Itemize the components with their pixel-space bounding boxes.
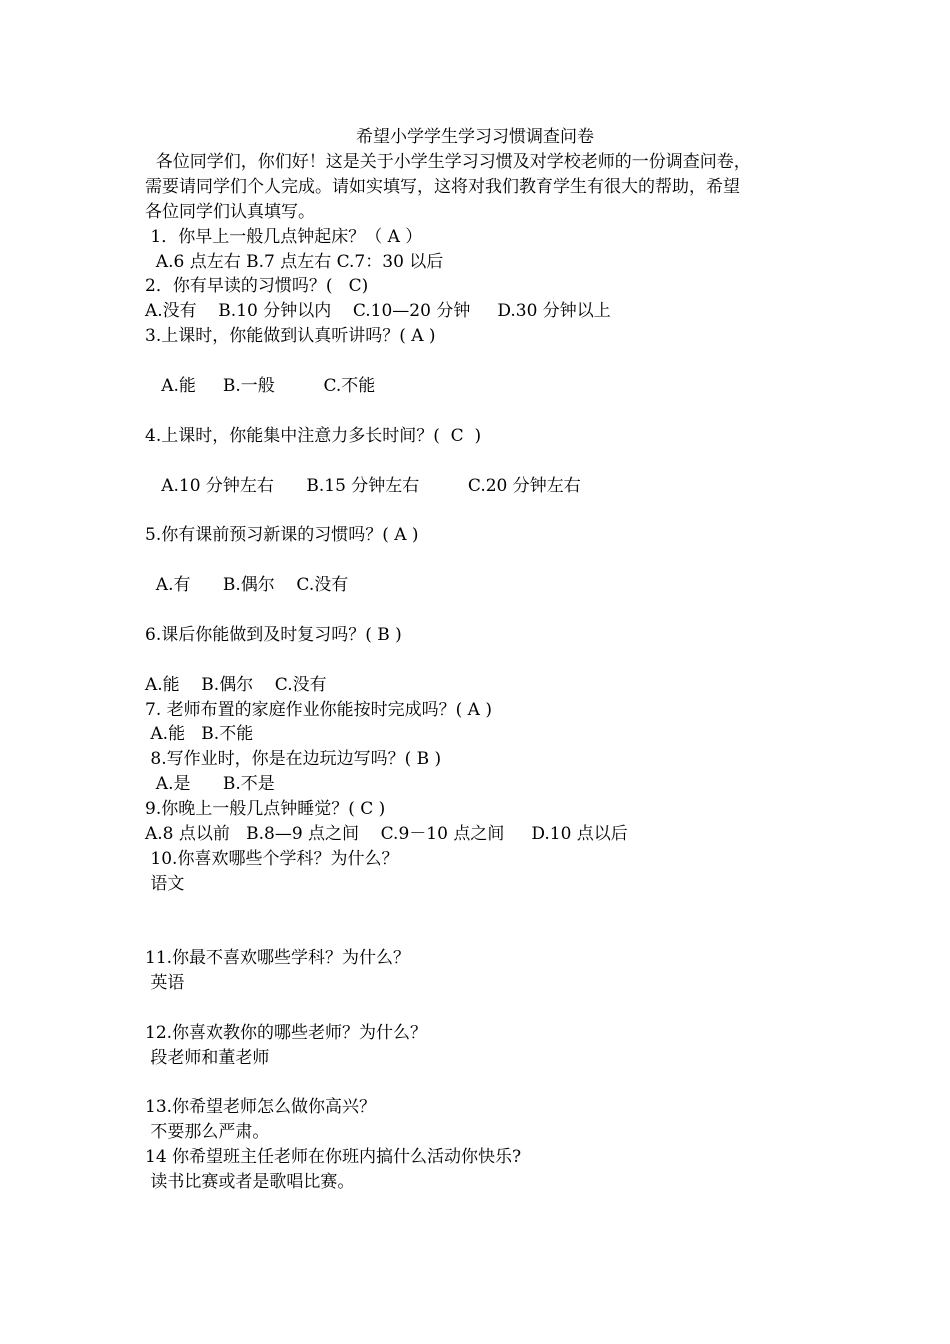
question-13: 13.你希望老师怎么做你高兴？ [145,1097,377,1117]
answer-11: 英语 [145,973,185,993]
question-8-options: A.是 B.不是 [145,774,275,794]
question-2: 2．你有早读的习惯吗？( C) [145,276,369,296]
question-9: 9.你晚上一般几点钟睡觉？( C ) [145,799,386,819]
answer-14: 读书比赛或者是歌唱比赛。 [145,1172,355,1192]
intro-line-1: 各位同学们，你们好！这是关于小学生学习习惯及对学校老师的一份调查问卷， [145,152,751,172]
question-1: 1．你早上一般几点钟起床？（ A ） [145,227,423,247]
question-9-options: A.8 点以前 B.8—9 点之间 C.9－10 点之间 D.10 点以后 [145,824,628,844]
answer-13: 不要那么严肃。 [145,1122,270,1142]
question-6: 6.课后你能做到及时复习吗？( B ) [145,625,402,645]
question-12: 12.你喜欢教你的哪些老师？为什么？ [145,1023,428,1043]
question-14: 14 你希望班主任老师在你班内搞什么活动你快乐? [145,1147,522,1167]
question-11: 11.你最不喜欢哪些学科？为什么？ [145,948,411,968]
question-10: 10.你喜欢哪些个学科？为什么？ [145,849,399,869]
question-8: 8.写作业时，你是在边玩边写吗？( B ) [145,749,442,769]
intro-line-3: 各位同学们认真填写。 [145,202,315,222]
question-2-options: A.没有 B.10 分钟以内 C.10—20 分钟 D.30 分钟以上 [145,301,611,321]
question-5: 5.你有课前预习新课的习惯吗？( A ) [145,525,419,545]
question-4-options: A.10 分钟左右 B.15 分钟左右 C.20 分钟左右 [145,476,581,496]
document-title: 希望小学学生学习习惯调查问卷 [356,127,594,147]
question-3: 3.上课时，你能做到认真听讲吗？( A ) [145,326,436,346]
question-1-options: A.6 点左右 B.7 点左右 C.7：30 以后 [145,252,444,272]
question-7: 7. 老师布置的家庭作业你能按时完成吗？( A ) [145,700,492,720]
answer-12: 段老师和董老师 [145,1048,270,1068]
question-3-options: A.能 B.一般 C.不能 [145,376,376,396]
question-6-options: A.能 B.偶尔 C.没有 [145,675,327,695]
answer-10: 语文 [145,874,185,894]
question-7-options: A.能 B.不能 [145,724,254,744]
question-4: 4.上课时，你能集中注意力多长时间？( C ) [145,426,482,446]
intro-line-2: 需要请同学们个人完成。请如实填写，这将对我们教育学生有很大的帮助，希望 [145,177,740,197]
question-5-options: A.有 B.偶尔 C.没有 [145,575,349,595]
